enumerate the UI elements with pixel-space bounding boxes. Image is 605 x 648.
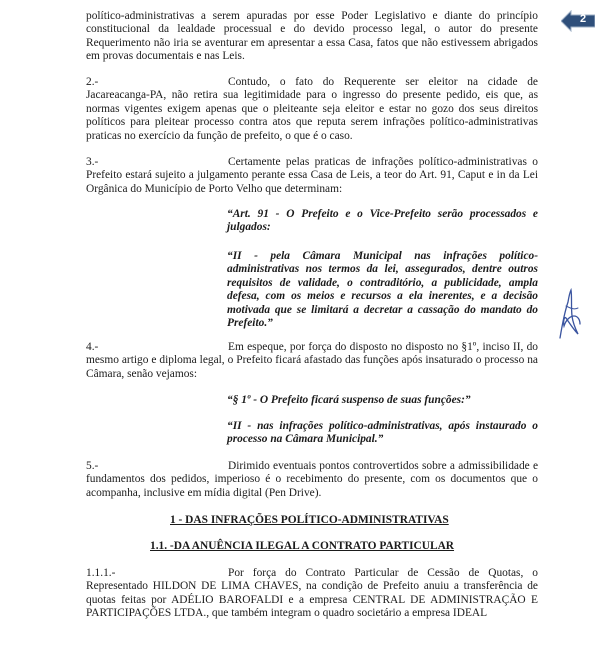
paragraph-3-number: 3.- — [86, 156, 99, 168]
page-number-badge — [561, 10, 595, 32]
quote-inciso-ii: “II - pela Câmara Municipal nas infrações político-administrativas nos termos da lei, assegurados, dentre outros requisitos de validade, o contraditório, a publicidade, ampla defesa, com os meios e recursos a ela inerentes, e a decisão motivada que se limitará a decretar a cassação do mandato do Prefeito.” — [227, 250, 538, 330]
paragraph-5-number: 5.- — [86, 460, 99, 472]
paragraph-3-text: Certamente pelas praticas de infrações político-administrativas o Prefeito estará sujeito a julgamento perante essa Casa de Leis, a teor do Art. 91, Caput e in da Lei Orgânica do Município de Porto Velho que determinam: — [86, 156, 538, 195]
section-heading-1-1: 1.1. -DA ANUÊNCIA ILEGAL A CONTRATO PARTICULAR — [150, 540, 455, 552]
paragraph-4-text: Em espeque, por força do disposto no disposto no §1º, inciso II, do mesmo artigo e diploma legal, o Prefeito ficará afastado das funções após insaturado o processo na Câmara, senão vejamos: — [86, 341, 538, 380]
paragraph-5-text: Dirimido eventuais pontos controvertidos sobre a admissibilidade e fundamentos dos pedidos, imperioso é o recebimento do presente, com os documentos que o acompanha, inclusive em mídia digital (Pen Drive). — [86, 460, 538, 499]
paragraph-2-number: 2.- — [86, 76, 99, 88]
handwritten-initials — [554, 286, 584, 342]
section-heading-1: 1 - DAS INFRAÇÕES POLÍTICO-ADMINISTRATIVAS — [170, 514, 449, 526]
quote-inciso-ii-camara: “II - nas infrações político-administrativas, após instaurado o processo na Câmara Municipal.” — [227, 420, 538, 446]
paragraph-4-number: 4.- — [86, 341, 99, 353]
intro-paragraph: político-administrativas a serem apuradas por esse Poder Legislativo e diante do princípio constitucional da lealdade processual e do devido processo legal, o autor do presente Requerimento não iria se aventurar em apresentar a essa Casa, fatos que não estivessem abrigados em provas documentais e nas Leis. — [86, 10, 538, 63]
paragraph-2-text: Contudo, o fato do Requerente ser eleitor na cidade de Jacareacanga-PA, não retira sua legitimidade para o ingresso do presente pedido, eis que, as normas vigentes exigem apenas que o pleiteante seja eleitor e estar no gozo dos seus direitos políticos para pleitear processo contra atos que reputa serem infrações político-administrativas praticas no exercício da função de prefeito, o que é o caso. — [86, 76, 538, 142]
paragraph-1-1-1-text: Por força do Contrato Particular de Cessão de Quotas, o Representado HILDON DE LIMA CHAVES, na condição de Prefeito anuiu a transferência de quotas feitas por ADÉLIO BAROFALDI e a empresa CENTRAL DE ADMINISTRAÇÃO E PARTICIPAÇÕES LTDA., que também integram o quadro societário a empresa IDEAL — [86, 567, 538, 620]
paragraph-1-1-1-number: 1.1.1.- — [86, 567, 116, 579]
page-number: 2 — [579, 13, 587, 25]
quote-art-91: “Art. 91 - O Prefeito e o Vice-Prefeito serão processados e julgados: — [227, 208, 538, 234]
quote-paragraph-1: “§ 1º - O Prefeito ficará suspenso de suas funções:” — [227, 394, 471, 406]
